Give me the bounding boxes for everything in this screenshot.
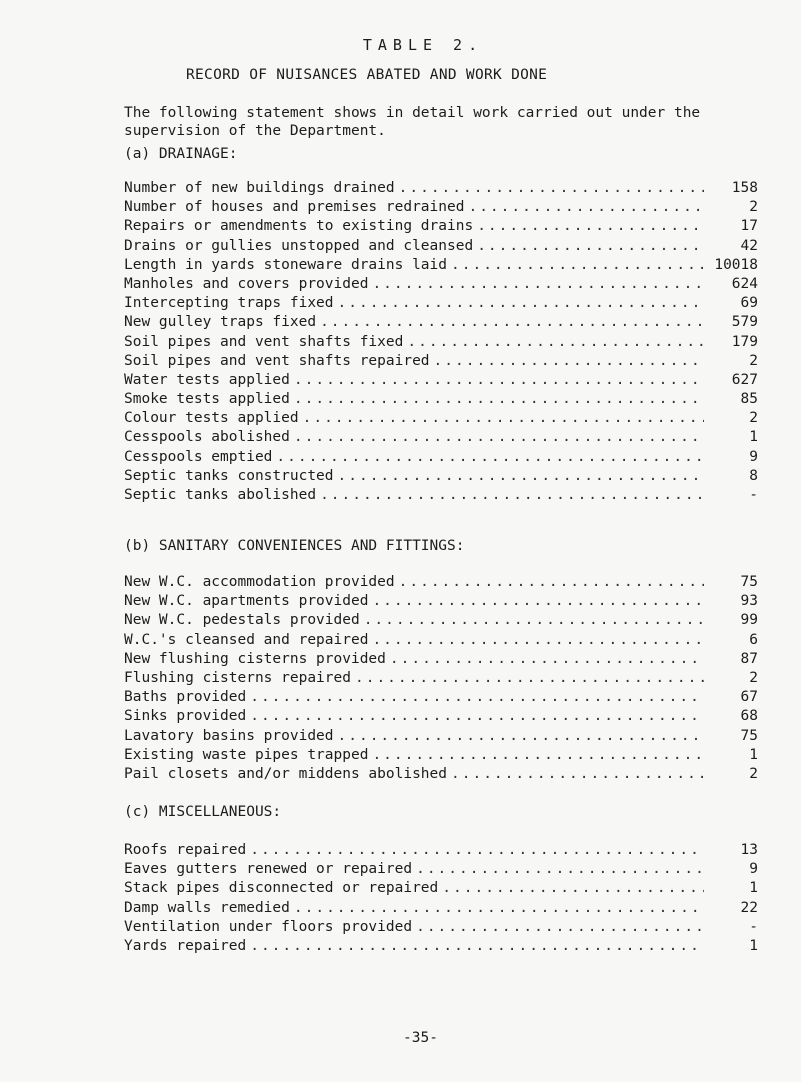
section-title-miscellaneous: (c) MISCELLANEOUS: — [124, 804, 282, 820]
item-label: Lavatory basins provided — [124, 727, 334, 744]
item-value: 1 — [749, 937, 758, 954]
item-value: 75 — [740, 727, 758, 744]
drainage-list — [124, 180, 758, 506]
item-value: 1 — [749, 429, 758, 446]
item-label: Cesspools abolished — [124, 429, 290, 446]
item-value: - — [749, 918, 758, 935]
list-item — [124, 449, 758, 468]
item-value: 67 — [740, 689, 758, 706]
item-label: Roofs repaired — [124, 842, 247, 858]
item-label: New W.C. apartments provided — [124, 593, 369, 610]
item-value: 6 — [749, 631, 758, 648]
item-label: Smoke tests applied — [124, 391, 290, 408]
dot-leader — [372, 276, 704, 292]
dot-leader — [399, 180, 704, 196]
page-heading: RECORD OF NUISANCES ABATED AND WORK DONE — [186, 67, 548, 83]
dot-leader — [250, 938, 704, 954]
dot-leader — [338, 468, 704, 484]
dot-leader — [320, 487, 704, 503]
list-item — [124, 314, 758, 333]
item-label: Stack pipes disconnected or repaired — [124, 880, 439, 897]
list-item — [124, 429, 758, 448]
list-item — [124, 593, 758, 612]
dot-leader — [294, 391, 704, 407]
dot-leader — [364, 612, 704, 628]
item-label: Soil pipes and vent shafts repaired — [124, 352, 430, 369]
list-item — [124, 391, 758, 410]
list-item — [124, 468, 758, 487]
item-label: Damp walls remedied — [124, 899, 290, 916]
dot-leader — [250, 842, 704, 858]
item-label: Septic tanks abolished — [124, 487, 317, 503]
item-label: Drains or gullies unstopped and cleansed — [124, 237, 474, 254]
item-label: New flushing cisterns provided — [124, 650, 386, 667]
dot-leader — [250, 689, 704, 705]
list-item — [124, 708, 758, 727]
list-item — [124, 689, 758, 708]
item-value: 75 — [740, 574, 758, 590]
item-label: Pail closets and/or middens abolished — [124, 765, 448, 782]
list-item — [124, 766, 758, 785]
list-item — [124, 842, 758, 861]
dot-leader — [477, 218, 704, 234]
item-value: - — [749, 487, 758, 503]
item-value: 627 — [731, 371, 758, 388]
list-item — [124, 295, 758, 314]
item-value: 85 — [740, 391, 758, 408]
list-item — [124, 372, 758, 391]
section-title-sanitary: (b) SANITARY CONVENIENCES AND FITTINGS: — [124, 538, 465, 554]
dot-leader — [294, 429, 704, 445]
item-value: 9 — [749, 861, 758, 878]
item-value: 13 — [740, 842, 758, 858]
list-item — [124, 218, 758, 237]
sanitary-list — [124, 574, 758, 785]
list-item — [124, 276, 758, 295]
item-value: 99 — [740, 612, 758, 629]
dot-leader — [276, 449, 704, 465]
item-label: Septic tanks constructed — [124, 467, 334, 484]
list-item — [124, 353, 758, 372]
list-item — [124, 938, 758, 957]
dot-leader — [372, 593, 704, 609]
item-value: 579 — [731, 314, 758, 331]
item-label: Number of new buildings drained — [124, 180, 395, 196]
dot-leader — [451, 766, 704, 782]
list-item — [124, 900, 758, 919]
list-item — [124, 880, 758, 899]
list-item — [124, 632, 758, 651]
item-value: 87 — [740, 650, 758, 667]
item-value: 1 — [749, 746, 758, 763]
list-item — [124, 670, 758, 689]
dot-leader — [390, 651, 704, 667]
dot-leader — [416, 919, 704, 935]
list-item — [124, 728, 758, 747]
item-value: 2 — [749, 765, 758, 782]
item-label: Sinks provided — [124, 708, 247, 725]
item-label: New W.C. accommodation provided — [124, 574, 395, 590]
list-item — [124, 747, 758, 766]
item-label: Cesspools emptied — [124, 448, 273, 465]
item-label: Eaves gutters renewed or repaired — [124, 861, 413, 878]
list-item — [124, 651, 758, 670]
list-item — [124, 919, 758, 938]
dot-leader — [294, 372, 704, 388]
dot-leader — [250, 708, 704, 724]
item-label: Yards repaired — [124, 937, 247, 954]
dot-leader — [372, 747, 704, 763]
list-item — [124, 612, 758, 631]
item-value: 8 — [749, 467, 758, 484]
dot-leader — [477, 238, 704, 254]
miscellaneous-list — [124, 842, 758, 957]
list-item — [124, 410, 758, 429]
dot-leader — [303, 410, 704, 426]
list-item — [124, 180, 758, 199]
dot-leader — [355, 670, 704, 686]
dot-leader — [407, 334, 704, 350]
item-value: 624 — [731, 275, 758, 292]
dot-leader — [338, 728, 704, 744]
item-label: Water tests applied — [124, 371, 290, 388]
item-value: 2 — [749, 352, 758, 369]
dot-leader — [451, 257, 704, 273]
item-label: Manholes and covers provided — [124, 275, 369, 292]
dot-leader — [416, 861, 704, 877]
item-value: 2 — [749, 669, 758, 686]
item-value: 42 — [740, 237, 758, 254]
intro-paragraph: The following statement shows in detail work carried out under the supervision of the Department. — [124, 105, 701, 139]
item-value: 9 — [749, 448, 758, 465]
item-label: Colour tests applied — [124, 410, 299, 427]
list-item — [124, 334, 758, 353]
page-number: -35- — [403, 1030, 438, 1046]
dot-leader — [468, 199, 704, 215]
item-label: Soil pipes and vent shafts fixed — [124, 333, 404, 350]
item-value: 2 — [749, 410, 758, 427]
dot-leader — [320, 314, 704, 330]
list-item — [124, 238, 758, 257]
dot-leader — [399, 574, 704, 590]
item-label: Existing waste pipes trapped — [124, 746, 369, 763]
item-value: 69 — [740, 295, 758, 312]
list-item — [124, 199, 758, 218]
dot-leader — [338, 295, 704, 311]
dot-leader — [434, 353, 704, 369]
section-title-drainage: (a) DRAINAGE: — [124, 146, 238, 162]
item-value: 10018 — [714, 256, 758, 273]
item-value: 22 — [740, 899, 758, 916]
item-label: W.C.'s cleansed and repaired — [124, 631, 369, 648]
item-label: Ventilation under floors provided — [124, 918, 413, 935]
table-title: TABLE 2. — [362, 36, 484, 54]
item-label: Flushing cisterns repaired — [124, 669, 351, 686]
dot-leader — [294, 900, 704, 916]
list-item — [124, 487, 758, 506]
dot-leader — [372, 632, 704, 648]
item-label: Number of houses and premises redrained — [124, 199, 465, 216]
item-label: Length in yards stoneware drains laid — [124, 256, 448, 273]
item-label: Baths provided — [124, 689, 247, 706]
item-value: 1 — [749, 880, 758, 897]
item-label: Intercepting traps fixed — [124, 295, 334, 312]
item-label: New W.C. pedestals provided — [124, 612, 360, 629]
item-value: 68 — [740, 708, 758, 725]
item-value: 2 — [749, 199, 758, 216]
item-label: New gulley traps fixed — [124, 314, 317, 331]
item-value: 179 — [731, 333, 758, 350]
list-item — [124, 861, 758, 880]
item-value: 93 — [740, 593, 758, 610]
item-value: 17 — [740, 218, 758, 235]
list-item — [124, 257, 758, 276]
item-value: 158 — [731, 180, 758, 196]
list-item — [124, 574, 758, 593]
dot-leader — [442, 880, 704, 896]
item-label: Repairs or amendments to existing drains — [124, 218, 474, 235]
